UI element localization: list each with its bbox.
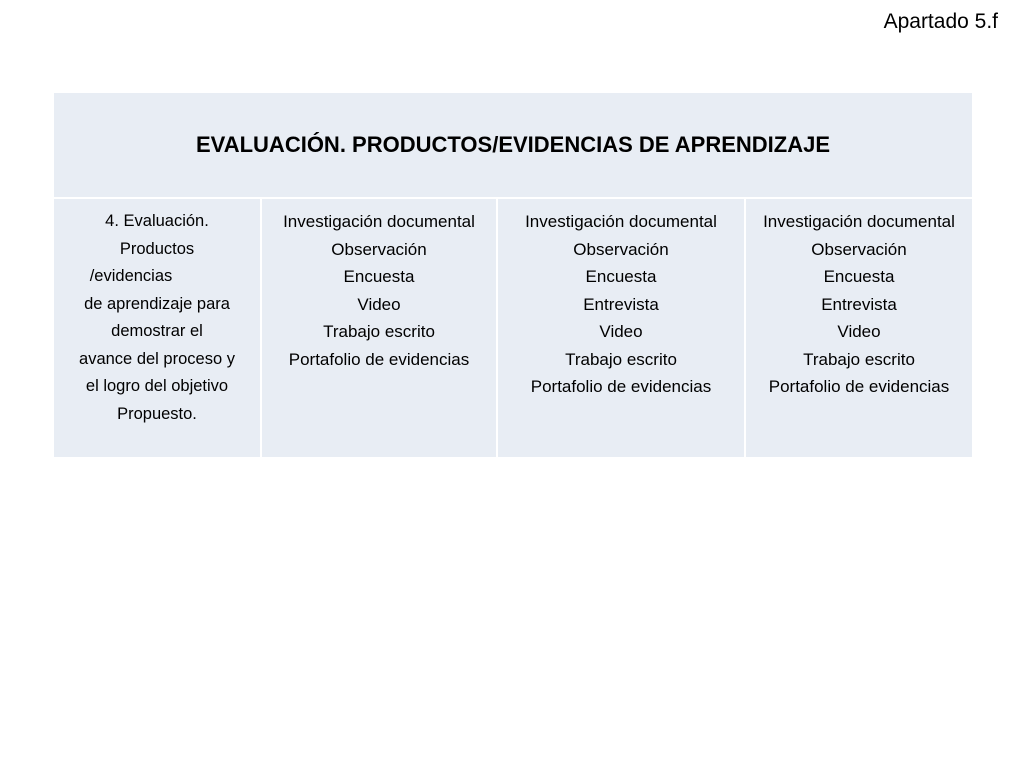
table-header-row	[53, 92, 973, 198]
cell-line: Entrevista	[583, 294, 659, 314]
cell-line: Portafolio de evidencias	[768, 377, 950, 396]
cell-line: el logro del objetivo	[85, 377, 229, 395]
cell-line: Trabajo escrito	[565, 349, 677, 369]
cell-line: Productos	[119, 239, 195, 258]
cell-line: Encuesta	[585, 267, 657, 286]
cell-line: demostrar el	[111, 322, 203, 340]
cell-line: Observación	[331, 239, 427, 259]
table-cell-option-3	[745, 198, 973, 458]
cell-line: /evidencias	[89, 267, 173, 285]
cell-line: Entrevista	[821, 294, 897, 314]
cell-line: Investigación documental	[763, 212, 955, 231]
cell-line: Video	[837, 322, 881, 341]
evaluation-table	[52, 91, 974, 459]
cell-line: avance del proceso y	[79, 349, 235, 368]
cell-line: Portafolio de evidencias	[530, 377, 712, 396]
table-body-row	[53, 198, 973, 458]
table-cell-category	[53, 198, 261, 458]
cell-line: Investigación documental	[525, 212, 717, 231]
cell-line: 4. Evaluación.	[105, 212, 209, 230]
cell-line: Propuesto.	[117, 404, 197, 423]
cell-line: Trabajo escrito	[803, 349, 915, 369]
cell-line: Observación	[811, 239, 907, 259]
cell-line: Encuesta	[823, 267, 895, 286]
cell-line: Trabajo escrito	[323, 322, 435, 341]
cell-line: Video	[599, 322, 643, 341]
table-cell-option-2	[497, 198, 745, 458]
cell-line: Encuesta	[343, 267, 415, 286]
cell-line: Observación	[573, 239, 669, 259]
cell-line: Video	[357, 294, 401, 314]
table-header-cell: EVALUACIÓN. PRODUCTOS/EVIDENCIAS DE APRENDIZAJE	[53, 92, 973, 198]
table-cell-option-1	[261, 198, 497, 458]
slide-label: Apartado 5.f	[883, 10, 998, 33]
cell-line: de aprendizaje para	[84, 294, 230, 313]
cell-line: Portafolio de evidencias	[288, 349, 470, 369]
cell-line: Investigación documental	[283, 212, 475, 231]
